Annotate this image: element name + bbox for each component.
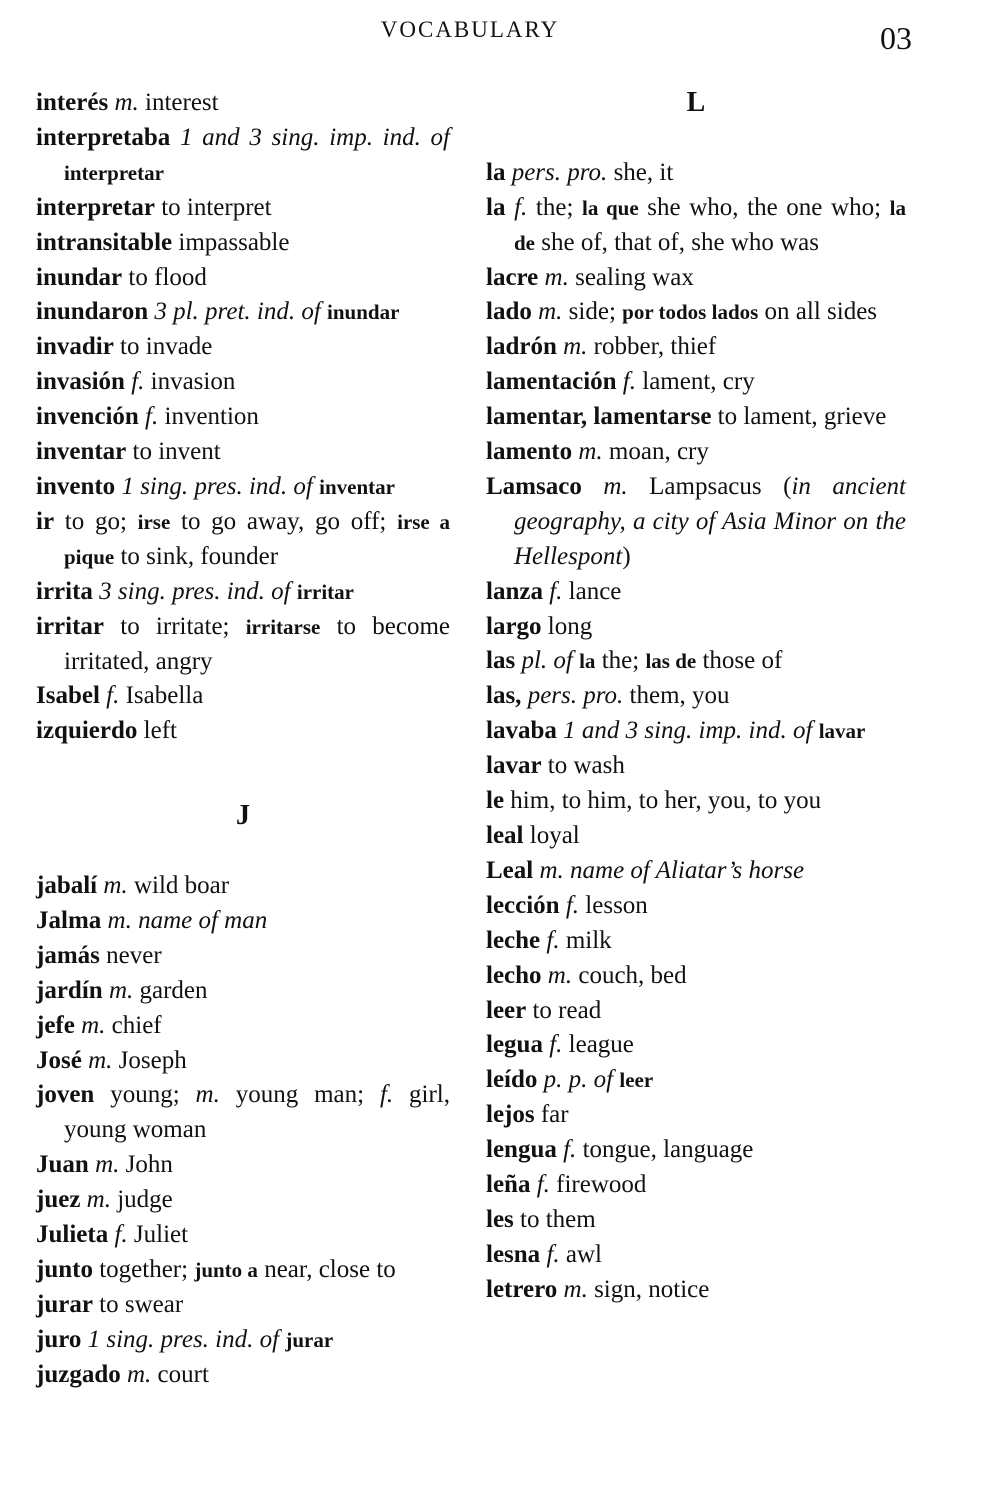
entry-text: those of xyxy=(696,647,783,675)
dictionary-entry xyxy=(36,1044,450,1079)
entry-headword: interpretaba xyxy=(36,123,171,151)
entry-headword: Juan xyxy=(36,1151,89,1179)
entry-text: girl, young woman xyxy=(64,1081,450,1144)
entry-text: John xyxy=(119,1151,173,1179)
entry-grammar-note: m. name of Aliatar’s horse xyxy=(539,856,805,884)
entry-headword: las, xyxy=(486,682,522,710)
entry-headword: lengua xyxy=(486,1136,557,1164)
entry-grammar-note: f. xyxy=(131,368,145,396)
entry-text: robber, thief xyxy=(587,333,717,361)
entry-headword: lavar xyxy=(486,752,542,780)
entry-headword: lavaba xyxy=(486,717,557,745)
entry-grammar-note: m. xyxy=(538,298,563,326)
entry-headword: letrero xyxy=(486,1275,558,1303)
entry-reference: la de xyxy=(514,195,906,255)
entry-text: to invent xyxy=(126,438,221,466)
entry-grammar-note: f. xyxy=(114,1221,128,1249)
entry-headword: lacre xyxy=(486,263,539,291)
entry-headword: lamentación xyxy=(486,368,617,396)
dictionary-entry xyxy=(36,1323,450,1358)
entry-reference: irritar xyxy=(296,579,354,604)
entry-text: impassable xyxy=(172,228,290,256)
entry-headword: jurar xyxy=(36,1290,93,1318)
dictionary-entry xyxy=(486,1168,906,1203)
entry-headword: le xyxy=(486,787,505,815)
dictionary-entry xyxy=(486,1203,906,1238)
entry-grammar-note: m. xyxy=(578,438,603,466)
dictionary-entry xyxy=(36,869,450,904)
entry-headword: la xyxy=(486,158,506,186)
entry-headword: interpretar xyxy=(36,193,155,221)
dictionary-entry xyxy=(36,1253,450,1288)
entry-text: moan, cry xyxy=(602,438,709,466)
dictionary-entry xyxy=(486,575,906,610)
entry-text: near, close to xyxy=(257,1255,396,1283)
entry-headword: intransitable xyxy=(36,228,173,256)
entry-grammar-note: f. xyxy=(546,926,560,954)
dictionary-entry xyxy=(486,400,906,435)
entry-reference: inundar xyxy=(327,300,400,325)
entry-reference: irse a pique xyxy=(64,509,450,569)
entry-reference: por todos lados xyxy=(622,300,759,325)
entry-headword: invento xyxy=(36,472,116,500)
entry-text: to go; xyxy=(54,507,138,535)
section-gap xyxy=(36,749,450,799)
entry-text xyxy=(170,124,180,151)
entry-headword: leído xyxy=(486,1066,538,1094)
page-number: 03 xyxy=(880,20,912,56)
entry-text: to interpret xyxy=(154,193,272,221)
entry-headword: izquierdo xyxy=(36,717,138,745)
entry-reference: interpretar xyxy=(64,160,164,185)
dictionary-entry xyxy=(36,330,450,365)
entry-headword: ladrón xyxy=(486,333,557,361)
entry-grammar-note: m. xyxy=(126,1360,152,1388)
entry-headword: las xyxy=(486,647,516,675)
entry-text: sealing wax xyxy=(568,263,694,291)
dictionary-entry xyxy=(36,435,450,470)
dictionary-entry xyxy=(486,1238,906,1273)
dictionary-entry xyxy=(36,1078,450,1148)
entry-grammar-note: f. xyxy=(145,403,159,431)
entry-reference: junto a xyxy=(194,1257,258,1282)
entry-list-l xyxy=(486,156,906,1308)
dictionary-entry xyxy=(36,1009,450,1044)
entry-text: to go away, go off; xyxy=(170,507,398,535)
dictionary-entry xyxy=(36,575,450,610)
entry-text: to wash xyxy=(541,752,625,780)
entry-text: to them xyxy=(513,1205,596,1233)
entry-headword: lesna xyxy=(486,1240,541,1268)
dictionary-entry xyxy=(486,295,906,330)
entry-text: him, to him, to her, you, to you xyxy=(504,787,822,815)
entry-grammar-note: f. xyxy=(565,891,580,919)
dictionary-entry xyxy=(36,470,450,505)
entry-reference: irse xyxy=(137,509,171,534)
entry-headword: invasión xyxy=(36,368,125,396)
entry-headword: irrita xyxy=(36,577,93,605)
entry-text: far xyxy=(534,1101,569,1129)
entry-headword: lamentar, lamentarse xyxy=(486,403,712,431)
dictionary-entry xyxy=(486,749,906,784)
entry-grammar-note: f. xyxy=(536,1171,550,1199)
entry-text: to read xyxy=(526,996,602,1024)
letter-heading-l: L xyxy=(686,87,706,118)
entry-text: the; xyxy=(527,193,583,221)
dictionary-entry xyxy=(486,435,906,470)
dictionary-entry xyxy=(486,994,906,1029)
entry-text: Juliet xyxy=(127,1221,189,1249)
dictionary-entry xyxy=(36,505,450,575)
entry-text: Isabella xyxy=(119,682,204,710)
dictionary-entry xyxy=(486,784,906,819)
entry-headword: Isabel xyxy=(36,682,100,710)
dictionary-entry xyxy=(486,156,906,191)
entry-grammar-note: m. xyxy=(547,961,573,989)
entry-headword: lanza xyxy=(486,577,543,605)
entry-reference: irritarse xyxy=(245,614,321,639)
entry-grammar-note: m. xyxy=(195,1081,220,1109)
entry-headword: jabalí xyxy=(36,872,98,900)
entry-grammar-note: m. xyxy=(563,333,588,361)
entry-headword: jefe xyxy=(36,1011,75,1039)
dictionary-entry xyxy=(486,819,906,854)
entry-text: court xyxy=(151,1360,209,1388)
dictionary-entry xyxy=(36,261,450,296)
dictionary-entry xyxy=(36,1218,450,1253)
dictionary-entry xyxy=(486,714,906,749)
dictionary-entry xyxy=(36,86,450,121)
dictionary-entry xyxy=(36,1183,450,1218)
entry-text: chief xyxy=(105,1011,162,1039)
entry-reference: jurar xyxy=(285,1327,334,1352)
entry-grammar-note: f. xyxy=(106,682,120,710)
dictionary-entry xyxy=(36,974,450,1009)
dictionary-entry xyxy=(36,939,450,974)
dictionary-entry xyxy=(486,1028,906,1063)
entry-headword: juzgado xyxy=(36,1360,121,1388)
entry-text: wild boar xyxy=(127,872,230,900)
entry-text: she of, that of, she who was xyxy=(535,228,819,256)
dictionary-entry xyxy=(486,330,906,365)
right-column xyxy=(486,86,906,1308)
entry-headword: joven xyxy=(36,1081,95,1109)
dictionary-entry xyxy=(486,1133,906,1168)
entry-grammar-note: 1 sing. pres. ind. of xyxy=(121,472,313,500)
entry-text: judge xyxy=(110,1186,173,1214)
entry-grammar-note: 1 and 3 sing. imp. ind. of xyxy=(179,123,450,151)
entry-headword: lado xyxy=(486,298,532,326)
entry-headword: inundar xyxy=(36,263,123,291)
entry-text: the; xyxy=(595,647,646,675)
entry-grammar-note: 1 and 3 sing. imp. ind. of xyxy=(563,717,813,745)
entry-text: to swear xyxy=(92,1290,184,1318)
dictionary-entry xyxy=(486,365,906,400)
dictionary-entry xyxy=(486,959,906,994)
entry-text: invention xyxy=(158,403,259,431)
header-title: VOCABULARY xyxy=(380,17,560,42)
entry-text: together; xyxy=(92,1255,195,1283)
entry-grammar-note: f. xyxy=(622,368,636,396)
entry-text: lesson xyxy=(579,891,648,919)
entry-text: Joseph xyxy=(112,1046,187,1074)
dictionary-entry xyxy=(36,1288,450,1323)
entry-headword: la xyxy=(486,193,506,221)
entry-text: she, it xyxy=(607,158,674,186)
entry-grammar-note: m. name of man xyxy=(107,906,268,934)
entry-reference: las de xyxy=(645,649,697,674)
entry-grammar-note: f. xyxy=(549,577,563,605)
entry-text: side; xyxy=(562,298,623,326)
entry-headword: Lamsaco xyxy=(486,472,582,500)
entry-text: lance xyxy=(562,577,622,605)
entry-reference: leer xyxy=(619,1068,654,1093)
left-column xyxy=(36,86,450,1393)
entry-grammar-note: f. xyxy=(546,1240,560,1268)
entry-text: to become irritated, angry xyxy=(64,612,450,675)
entry-text: ) xyxy=(622,542,631,570)
entry-text: sign, notice xyxy=(587,1275,710,1303)
entry-grammar-note: m. xyxy=(108,976,134,1004)
entry-text: interest xyxy=(138,89,219,116)
dictionary-entry xyxy=(36,226,450,261)
entry-headword: juez xyxy=(36,1186,81,1214)
entry-grammar-note: in ancient geography, a city of Asia Minor on the Hellespont xyxy=(514,472,907,570)
entry-grammar-note: 1 sing. pres. ind. of xyxy=(87,1325,280,1353)
entry-text: to irritate; xyxy=(104,612,246,640)
entry-text: couch, bed xyxy=(572,961,687,989)
dictionary-entry xyxy=(36,121,450,191)
entry-headword: leer xyxy=(486,996,527,1024)
entry-grammar-note: m. xyxy=(86,1186,111,1214)
entry-text: awl xyxy=(559,1240,602,1268)
entry-text xyxy=(505,194,514,221)
dictionary-entry xyxy=(486,610,906,645)
dictionary-entry xyxy=(486,470,906,575)
entry-list-j xyxy=(36,869,450,1393)
entry-grammar-note: m. xyxy=(81,1011,106,1039)
dictionary-entry xyxy=(486,1098,906,1133)
entry-headword: José xyxy=(36,1046,82,1074)
entry-text: lament, cry xyxy=(636,368,755,396)
entry-headword: jardín xyxy=(36,976,103,1004)
entry-grammar-note: pers. pro. xyxy=(527,682,624,710)
entry-text: tongue, language xyxy=(576,1136,754,1164)
entry-headword: largo xyxy=(486,612,542,640)
entry-text: never xyxy=(99,941,162,969)
entry-headword: Leal xyxy=(486,856,534,884)
entry-headword: jamás xyxy=(36,941,100,969)
entry-grammar-note: f. xyxy=(514,193,528,221)
entry-grammar-note: m. xyxy=(563,1275,588,1303)
dictionary-entry xyxy=(486,261,906,296)
dictionary-entry xyxy=(36,1148,450,1183)
entry-text: left xyxy=(137,717,177,745)
entry-headword: lecho xyxy=(486,961,542,989)
entry-grammar-note: f. xyxy=(549,1031,563,1059)
entry-text: loyal xyxy=(523,822,580,850)
dictionary-entry xyxy=(36,400,450,435)
entry-headword: legua xyxy=(486,1031,543,1059)
entry-grammar-note: pl. of xyxy=(521,647,573,675)
entry-headword: invención xyxy=(36,403,139,431)
entry-list-i xyxy=(36,86,450,749)
entry-text: long xyxy=(541,612,593,640)
dictionary-entry xyxy=(36,365,450,400)
entry-grammar-note: f. xyxy=(563,1136,577,1164)
entry-headword: Jalma xyxy=(36,906,102,934)
entry-grammar-note: m. xyxy=(88,1046,113,1074)
dictionary-entry xyxy=(486,889,906,924)
entry-text: young; xyxy=(94,1081,196,1109)
entry-grammar-note: 3 pl. pret. ind. of xyxy=(154,298,321,326)
entry-headword: irritar xyxy=(36,612,105,640)
entry-headword: leche xyxy=(486,926,541,954)
dictionary-entry xyxy=(36,1358,450,1393)
entry-text: on all sides xyxy=(758,298,878,326)
entry-reference: lavar xyxy=(818,719,866,744)
entry-headword: les xyxy=(486,1205,514,1233)
entry-grammar-note: m. xyxy=(603,472,628,500)
entry-text: league xyxy=(562,1031,634,1059)
entry-grammar-note: m. xyxy=(103,872,128,900)
entry-text: firewood xyxy=(549,1171,647,1199)
entry-headword: lamento xyxy=(486,438,573,466)
entry-headword: juro xyxy=(36,1325,82,1353)
entry-reference: la xyxy=(579,649,596,674)
entry-headword: ir xyxy=(36,507,55,535)
entry-headword: lección xyxy=(486,891,560,919)
dictionary-entry xyxy=(36,714,450,749)
dictionary-entry xyxy=(36,191,450,226)
entry-text: milk xyxy=(559,926,612,954)
entry-headword: Julieta xyxy=(36,1221,109,1249)
entry-grammar-note: m. xyxy=(544,263,569,291)
entry-text: them, you xyxy=(623,682,730,710)
entry-text: to flood xyxy=(122,263,207,291)
dictionary-entry xyxy=(36,295,450,330)
entry-reference: la que xyxy=(582,195,639,220)
dictionary-entry xyxy=(486,854,906,889)
dictionary-entry xyxy=(486,1273,906,1308)
entry-headword: invadir xyxy=(36,333,114,361)
entry-grammar-note: m. xyxy=(114,89,139,116)
entry-grammar-note: p. p. of xyxy=(543,1066,614,1094)
entry-text: to lament, grieve xyxy=(711,403,887,431)
entry-headword: interés xyxy=(36,89,109,116)
dictionary-entry xyxy=(486,1063,906,1098)
entry-text: invasion xyxy=(144,368,236,396)
dictionary-entry xyxy=(486,679,906,714)
dictionary-entry xyxy=(36,904,450,939)
entry-text: she who, the one who; xyxy=(638,193,890,221)
entry-headword: leña xyxy=(486,1171,531,1199)
entry-headword: junto xyxy=(36,1255,93,1283)
entry-grammar-note: f. xyxy=(379,1081,394,1109)
entry-text xyxy=(582,473,604,500)
entry-text: Lampsacus ( xyxy=(627,472,792,500)
entry-grammar-note: m. xyxy=(95,1151,120,1179)
dictionary-entry xyxy=(36,679,450,714)
entry-headword: lejos xyxy=(486,1101,535,1129)
entry-grammar-note: pers. pro. xyxy=(511,158,608,186)
dictionary-entry xyxy=(486,924,906,959)
entry-grammar-note: 3 sing. pres. ind. of xyxy=(99,577,291,605)
dictionary-entry xyxy=(36,610,450,680)
dictionary-entry xyxy=(486,191,906,261)
dictionary-entry xyxy=(486,644,906,679)
letter-heading-j: J xyxy=(236,800,250,832)
entry-text: to sink, founder xyxy=(114,542,279,570)
entry-text: young man; xyxy=(219,1081,380,1109)
entry-text: to invade xyxy=(113,333,213,361)
section-gap xyxy=(36,834,450,869)
entry-headword: inventar xyxy=(36,438,127,466)
entry-reference: inventar xyxy=(319,474,395,499)
entry-text: garden xyxy=(133,976,208,1004)
entry-headword: leal xyxy=(486,822,524,850)
section-gap xyxy=(486,121,906,156)
entry-headword: inundaron xyxy=(36,298,149,326)
